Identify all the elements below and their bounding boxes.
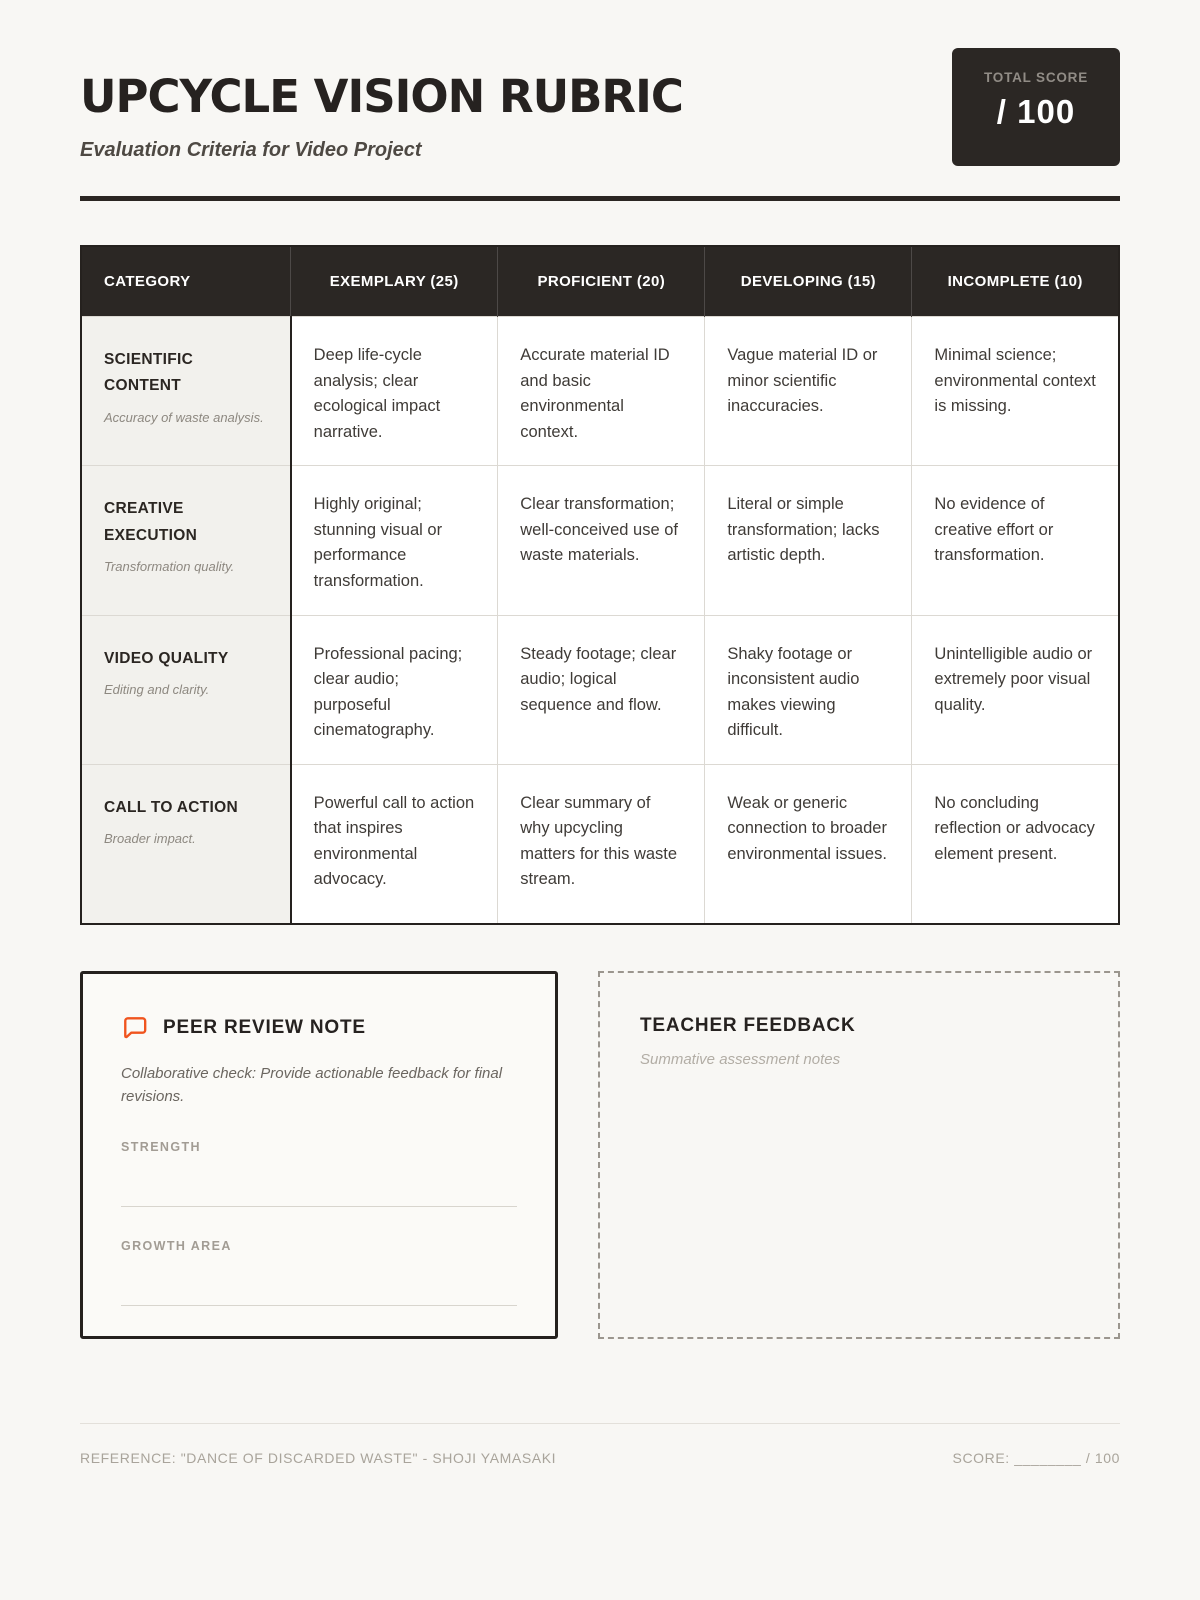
rubric-table [80,245,1120,925]
rubric-cell: Shaky footage or inconsistent audio makes viewing difficult. [705,615,912,764]
page-title: UPCYCLE VISION RUBRIC [80,70,683,123]
growth-area-write-line[interactable] [121,1305,517,1306]
footer [80,1423,1120,1466]
rubric-cell: Steady footage; clear audio; logical sequence and flow. [498,615,705,764]
total-score-label: TOTAL SCORE [983,70,1089,85]
rubric-cell: Accurate material ID and basic environmental context. [498,317,705,466]
strength-field [121,1140,517,1207]
total-score-box [952,48,1120,166]
category-cell [81,615,291,764]
rubric-cell: Weak or generic connection to broader environmental issues. [705,764,912,924]
category-cell [81,466,291,615]
category-name: CALL TO ACTION [104,798,238,816]
peer-review-instructions: Collaborative check: Provide actionable feedback for final revisions. [121,1065,503,1105]
category-name: CREATIVE EXECUTION [104,500,198,544]
category-description: Accuracy of waste analysis. [104,409,264,425]
table-row-scientific-content [81,317,1119,466]
column-header-exemplary: EXEMPLARY (25) [291,246,498,317]
strength-write-line[interactable] [121,1206,517,1207]
header [80,48,1120,166]
category-description: Transformation quality. [104,558,235,574]
category-cell [81,764,291,924]
rubric-cell: Powerful call to action that inspires environmental advocacy. [291,764,498,924]
header-titles [80,48,683,162]
rubric-cell: Minimal science; environmental context is missing. [912,317,1119,466]
column-header-developing: DEVELOPING (15) [705,246,912,317]
growth-area-field [121,1239,517,1306]
score-fill-in: SCORE: ________ / 100 [952,1450,1120,1467]
reference-text: REFERENCE: "DANCE OF DISCARDED WASTE" - SHOJI YAMASAKI [80,1450,557,1467]
speech-bubble-icon [121,1014,148,1041]
lower-panels [80,971,1120,1339]
rubric-cell: No evidence of creative effort or transformation. [912,466,1119,615]
table-row-video-quality [81,615,1119,764]
rubric-cell: Highly original; stunning visual or performance transformation. [291,466,498,615]
peer-review-title: PEER REVIEW NOTE [163,1016,366,1038]
footer-row [80,1450,1120,1466]
category-description: Editing and clarity. [104,681,210,697]
growth-area-label: GROWTH AREA [121,1239,232,1254]
rubric-cell: Deep life-cycle analysis; clear ecological impact narrative. [291,317,498,466]
rubric-cell: Clear summary of why upcycling matters for this waste stream. [498,764,705,924]
rubric-cell: Vague material ID or minor scientific inaccuracies. [705,317,912,466]
column-header-proficient: PROFICIENT (20) [498,246,705,317]
teacher-feedback-placeholder: Summative assessment notes [640,1051,841,1069]
category-description: Broader impact. [104,831,196,847]
header-divider [80,196,1120,201]
table-row-call-to-action [81,764,1119,924]
teacher-feedback-panel[interactable] [598,971,1120,1339]
teacher-feedback-title: TEACHER FEEDBACK [640,1015,856,1037]
column-header-incomplete: INCOMPLETE (10) [912,246,1119,317]
category-cell [81,317,291,466]
page-subtitle: Evaluation Criteria for Video Project [80,139,422,161]
table-header-row [81,246,1119,317]
peer-review-header [121,1014,517,1041]
rubric-cell: Unintelligible audio or extremely poor visual quality. [912,615,1119,764]
rubric-cell: No concluding reflection or advocacy element present. [912,764,1119,924]
rubric-cell: Literal or simple transformation; lacks artistic depth. [705,466,912,615]
category-name: SCIENTIFIC CONTENT [104,351,194,395]
total-score-value: / 100 [996,93,1076,130]
column-header-category: CATEGORY [81,246,291,317]
rubric-cell: Clear transformation; well-conceived use of waste materials. [498,466,705,615]
category-name: VIDEO QUALITY [104,649,229,667]
rubric-cell: Professional pacing; clear audio; purposeful cinematography. [291,615,498,764]
strength-label: STRENGTH [121,1140,201,1155]
peer-review-note-panel [80,971,558,1339]
table-row-creative-execution [81,466,1119,615]
